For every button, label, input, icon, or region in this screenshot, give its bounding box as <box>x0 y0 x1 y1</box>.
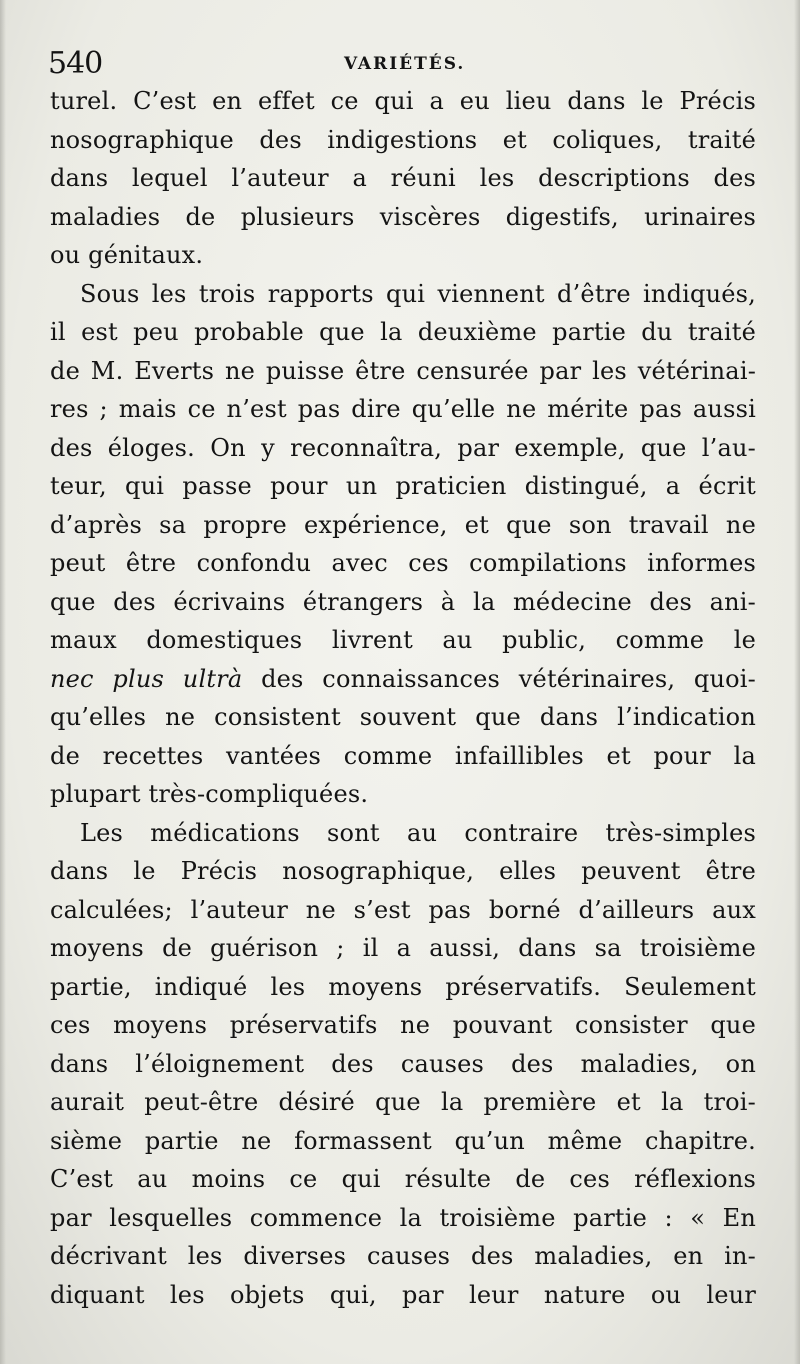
scan-shadow-left <box>0 0 6 1364</box>
body-text <box>50 82 756 1314</box>
paragraph <box>50 82 756 275</box>
text-line: dans l’éloignement des causes des maladies, on <box>50 1049 756 1078</box>
text-line: dans lequel l’auteur a réuni les descriptions des <box>50 164 756 192</box>
text-line: Sous les trois rapports qui viennent d’être indiqués, <box>80 279 756 308</box>
text-line: res ; mais ce n’est pas dire qu’elle ne mérite pas aussi <box>50 395 756 423</box>
text-segment: des connaissances vétérinaires, quoi- <box>242 664 756 693</box>
text-line: par lesquelles commence la troisième partie : « En <box>50 1203 756 1232</box>
text-line: qu’elles ne consistent souvent que dans l’indication <box>50 703 756 731</box>
text-line: diquant les objets qui, par leur nature ou leur <box>50 1280 756 1309</box>
text-line: il est peu probable que la deuxième partie du traité <box>50 318 756 346</box>
text-line: partie, indiqué les moyens préservatifs. Seulement <box>50 972 756 1001</box>
text-line: peut être confondu avec ces compilations informes <box>50 549 756 577</box>
text-line: ou génitaux. <box>50 241 204 269</box>
page-header <box>48 46 760 82</box>
text-line: maladies de plusieurs viscères digestifs, urinaires <box>50 202 756 231</box>
page-number: 540 <box>48 46 103 81</box>
paragraph <box>50 275 756 814</box>
text-line: nosographique des indigestions et coliques, traité <box>50 125 756 154</box>
text-line: ces moyens préservatifs ne pouvant consister que <box>50 1011 756 1039</box>
text-line: d’après sa propre expérience, et que son travail ne <box>50 510 756 539</box>
italic-phrase: nec plus ultrà <box>50 664 243 693</box>
text-line: décrivant les diverses causes des maladies, en in- <box>50 1242 756 1270</box>
text-line: que des écrivains étrangers à la médecine des ani- <box>50 587 756 616</box>
text-line: dans le Précis nosographique, elles peuvent être <box>50 857 756 885</box>
text-line: des éloges. On y reconnaîtra, par exemple, que l’au- <box>50 433 756 462</box>
text-line: de recettes vantées comme infaillibles et pour la <box>50 741 756 770</box>
text-line: plupart très-compliquées. <box>50 780 369 808</box>
text-line: Les médications sont au contraire très-simples <box>80 818 756 847</box>
scan-shadow-right <box>794 0 800 1364</box>
text-line: maux domestiques livrent au public, comme le <box>50 626 756 654</box>
text-line: de M. Everts ne puisse être censurée par les vétérinai- <box>50 356 756 385</box>
text-line <box>50 660 756 699</box>
paragraph <box>50 814 756 1315</box>
text-line: moyens de guérison ; il a aussi, dans sa troisième <box>50 934 756 962</box>
running-title: VARIÉTÉS. <box>344 54 466 74</box>
text-line: C’est au moins ce qui résulte de ces réflexions <box>50 1165 756 1193</box>
text-line: aurait peut-être désiré que la première et la troi- <box>50 1088 756 1116</box>
text-line: teur, qui passe pour un praticien distingué, a écrit <box>50 472 756 500</box>
text-line: turel. C’est en effet ce qui a eu lieu dans le Précis <box>50 87 756 115</box>
text-line: sième partie ne formassent qu’un même chapitre. <box>50 1126 756 1155</box>
text-line: calculées; l’auteur ne s’est pas borné d’ailleurs aux <box>50 895 756 924</box>
